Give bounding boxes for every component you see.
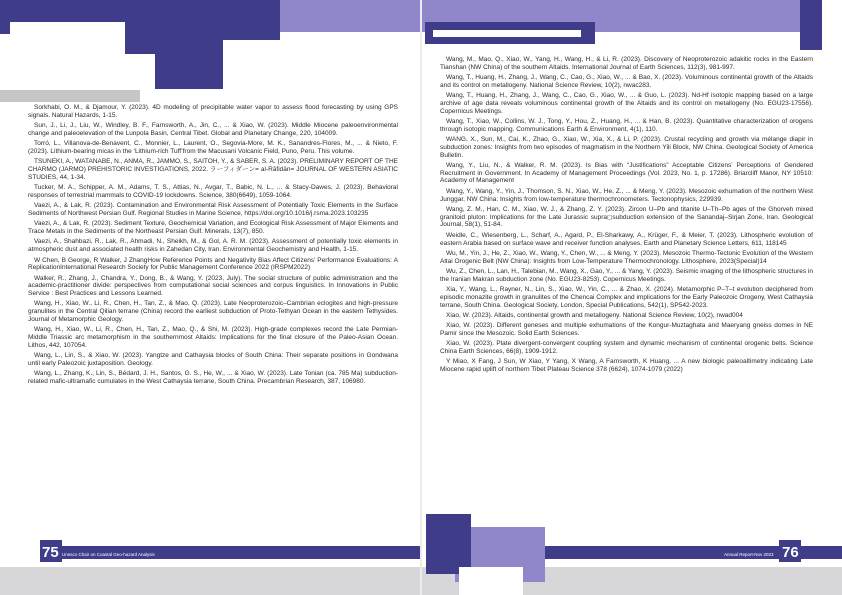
navy-square-bottom (426, 514, 471, 574)
reference-entry: Tucker, M. A., Schipper, A. M., Adams, T. S., Attias, N., Avgar, T., Babic, N. L., ... & Stacy-Dawes, J. (2023). Behavioral responses of terrestrial mammals to COVID-19 lockdowns. Science, 380(6649), 1059-1064. (28, 184, 398, 199)
white-notch-left (213, 40, 291, 60)
reference-entry: Wang, T., Huang, H., Zhang, J., Wang, C., Cao, G., Xiao, W., ... & Bao, X. (2023). Voluminous continental growth of the Altaids and its control on metallogeny. National Science Review, 10(2), nwac283. (440, 74, 813, 89)
reference-entry: Sorkhabi, O. M., & Djamour, Y. (2023). 4D modeling of precipitable water vapor to assess flood forecasting by using GPS signals. Natural Hazards, 1-15. (28, 104, 398, 119)
navy-bottom-right (800, 546, 842, 559)
reference-entry: TSUNEKI, A., WATANABE, N., ANMA, R., JAMMO, S., SAITOH, Y., & SABER, S. A. (2023). PRELIMINARY REPORT OF THE CHARMO (JARMO) PREHISTORIC INVESTIGATIONS, 2022. ラーフィダーン= al-Rāfidān= JOURNAL OF WESTERN ASIATIC STUDIES, 44, 1-34. (28, 158, 398, 181)
reference-entry: Wang, Y., Liu, N., & Walker, R. M. (2023). Is Bias with “Justifications” Acceptable Citizens’ Perceptions of Gendered Recruitment in Government. In Academy of Management Proceedings (Vol. 2023, No. 1, p. 17286). Briarcliff Manor, NY 10510: Academy of Management (440, 161, 813, 185)
reference-entry: Wang, M., Mao, Q., Xiao, W., Yang, H., Wang, H., & Li, R. (2023). Discovery of Neoproterozoic adakitic rocks in the Eastern Tianshan (NW China) of the southern Altaids. International Journal of Earth Sciences, 112(3), 981-997. (440, 56, 813, 71)
page-number-left: 75 (42, 544, 59, 561)
navy-block-left-top (0, 0, 280, 22)
page-number-right: 76 (782, 544, 799, 561)
reference-entry: Vaezi, A., & Lak, R. (2023). Sediment Texture, Geochemical Variation, and Ecological Risk Assessment of Major Elements and Trace Metals in the Sediments of the Northeast Persian Gulf. Minerals, 13(7), 850. (28, 220, 398, 236)
reference-entry: Wu, Z., Chen, L., Lan, H., Talebian, M., Wang, X., Gao, Y., ... & Yang, Y. (2023). Seismic imaging of the lithospheric structures in the Iranian Makran subduction zone (No. EGU23-8253). Copernicus Meetings. (440, 267, 813, 283)
footer-text-left: Unesco Chair on Coastal Geo-hazard Analysis (62, 552, 155, 557)
reference-entry: Walker, R., Zhang, J., Chandra, Y., Dong, B., & Wang, Y. (2023, July). The social structure of public administration and the academic-practitioner divide: perspectives from computational social sciences and corpus linguistics. In Innovations in Public Service : Best Practices and Lessons Learned. (28, 274, 398, 298)
reference-entry: Wang, L., Zhang, K., Lin, S., Bédard, J. H., Santos, G. S., He, W., ... & Xiao, W. (2023). Late Tonian (ca. 785 Ma) subduction-related mafic-ultramafic cumulates in the West Cathaysia terrane, South China. Precambrian Research, 387, 106980. (28, 370, 398, 385)
reference-entry: Xiao, W. (2023). Altaids, continental growth and metallogeny. National Science Review, 10(2), nwad004 (446, 311, 743, 319)
footer-text-right: Annual Report-Nov 2023 (724, 552, 774, 557)
reference-entry: Vaezi, A., Shahbazi, R., Lak, R., Ahmadi, N., Sheikh, M., & Gol, A. R. M. (2023). Assessment of potentially toxic elements in atmospheric dust and associated health risks in Zahedan City, Iran. Environmental Geochemistry and Health, 1-15. (28, 238, 398, 254)
navy-tab-right (800, 0, 822, 50)
reference-entry: W Chen, B George, R Walker, J ZhangHow Reference Points and Negativity Bias Affect Citizens’ Performance Evaluations: A ReplicationInternational Research Society for Public Management Conference 2022 (IRSPM2022) (28, 256, 398, 272)
navy-strip-left-edge (0, 22, 10, 34)
left-page-references (28, 104, 398, 388)
reference-entry: Wang, T., Xiao, W., Collins, W. J., Tong, Y., Hou, Z., Huang, H., ... & Han, B. (2023). Quantitative characterization of orogens through isotopic mapping. Communications Earth & Environment, 4(1), 110. (440, 118, 813, 133)
gray-bar-left (0, 90, 140, 102)
reference-entry: Wu, M., Yin, J., He, Z., Xiao, W., Wang, Y., Chen, W., ... & Meng, Y. (2023). Mesozoic Thermo-Tectonic Evolution of the Western Altai Orogenic Belt (NW China): Insights from Low-Temperature Thermochronology. Lithosphere, 2023(Special)14 (440, 249, 813, 265)
reference-entry: Wang, Z. M., Han, C. M., Xiao, W. J., & Zhang, Z. Y. (2023). Zircon U–Pb and titanite U–Th–Pb ages of the Ghorveh mixed granitoid pluton: Implications for the Late Jurassic supra◻subduction extension of the Sanandaj–Sirjan Zone, Iran. Geological Journal, 58(1), 51-84. (440, 205, 813, 229)
white-notch-bottom (459, 567, 523, 595)
right-page-references (440, 56, 813, 377)
navy-square-left (155, 32, 223, 89)
reference-entry: Y Miao, X Fang, J Sun, W Xiao, Y Yang, X Wang, A Farnsworth, K Huang, ... A new biologic paleoaltimetry indicating Late Miocene rapid uplift of northern Tibet Plateau Science 378 (6624), 1074-1079 (2022) (440, 358, 813, 374)
page-gutter (420, 0, 422, 595)
reference-entry: Xiao, W. (2023). Plate divergent-convergent coupling system and dynamic mechanism of continental orogenic belts. Science China Earth Sciences, 66(8), 1909-1912. (440, 340, 813, 356)
reference-entry: Wang, Y., Wang, Y., Yin, J., Thomson, S. N., Xiao, W., He, Z., ... & Meng, Y. (2023). Mesozoic exhumation of the northern West Junggar, NW China: Insights from low-temperature thermochronometers. Tectonophysics, 229939. (440, 187, 813, 203)
reference-entry: Wang, H., Xiao, W., Li, R., Chen, H., Tan, Z., & Mao, Q. (2023). Late Neoproterozoic–Cambrian eclogites and high-pressure granulites in the Central Qilian terrane (China) record the earliest subduction of Proto-Tethyan Ocean in the eastern Tethysides. Journal of Metamorphic Geology. (28, 300, 398, 323)
reference-entry: Sun, J., Li, J., Liu, W., Windley, B. F., Farnsworth, A., Jin, C., ... & Xiao, W. (2023). Middle Miocene paleoenvironmental change and paleoelevation of the Lunpola Basin, Central Tibet. Global and Planetary Change, 220, 104009. (28, 122, 398, 137)
reference-entry: Xia, Y., Wang, L., Rayner, N., Lin, S., Xiao, W., Yin, C., ... & Zhao, X. (2024). Metamorphic P–T–t evolution deciphered from episodic monazite growth in granulites of the Chencai Complex and implications for the Early Paleozoic Orogeny, West Cathaysia terrane, South China. Geological Society, London, Special Publications, 542(1), SP542-2023. (440, 286, 813, 309)
reference-entry: Wang, L., Lin, S., & Xiao, W. (2023). Yangtze and Cathaysia blocks of South China: Their separate positions in Gondwana until early Paleozoic juxtaposition. Geology. (28, 352, 398, 367)
reference-entry: Wang, H., Xiao, W., Li, R., Chen, H., Tan, Z., Mao, Q., & Shi, M. (2023). High-grade complexes record the Late Permian-Middle Triassic arc metamorphism in the southernmost Altaids: Implications for the final closure of the Paleo-Asian Ocean. Lithos, 442, 107054. (28, 326, 398, 349)
reference-entry: Torró, L., Villanova-de-Benavent, C., Monnier, L., Laurent, O., Segovia-More, M. K., Sanandres-Flores, M., ... & Nieto, F. (2023). Lithium-bearing micas in the ‘Lithium-rich Tuff’from the Macusani Volcanic Field, Puno, Peru. This volume. (28, 140, 398, 155)
reference-entry: WANG, X., Sun, M., Cai, K., Zhao, G., Xiao, W., Xia, X., & Li, P. (2023). Crustal recycling and growth via mélange diapir in subduction zones: Insights from two episodes of magmatism in the Northern Yili Block, NW China. Geological Society of America Bulletin. (440, 136, 813, 159)
reference-entry: Wang, T., Huang, H., Zhang, J., Wang, C., Cao, G., Xiao, W., ... & Guo, L. (2023). Nd-Hf isotopic mapping based on a large archive of age data reveals voluminous continental growth of the Altaids and its control on metallogeny (No. EGU23-17556). Copernicus Meetings. (440, 92, 813, 115)
white-strip-right (433, 30, 581, 37)
reference-entry: Vaezi, A., & Lak, R. (2023). Contamination and Environmental Risk Assessment of Potentially Toxic Elements in the Surface Sediments of Northwest Persian Gulf. Regional Studies in Marine Science, https://doi.org/10.1016/j.rsma.2023.103235 (28, 202, 398, 217)
reference-entry: Weidle, C., Wiesenberg, L., Scharf, A., Agard, P., El-Sharkawy, A., Krüger, F., & Meier, T. (2023). Lithospheric evolution of eastern Arabia based on surface wave and receiver function analyses. Earth and Planetary Science Letters, 611, 118145 (440, 231, 813, 247)
reference-entry: Xiao, W. (2023). Different geneses and multiple exhumations of the Kongur-Muztaghata and Maeryang gneiss domes in NE Pamir since the Mesozoic. Solid Earth Sciences. (440, 322, 813, 337)
